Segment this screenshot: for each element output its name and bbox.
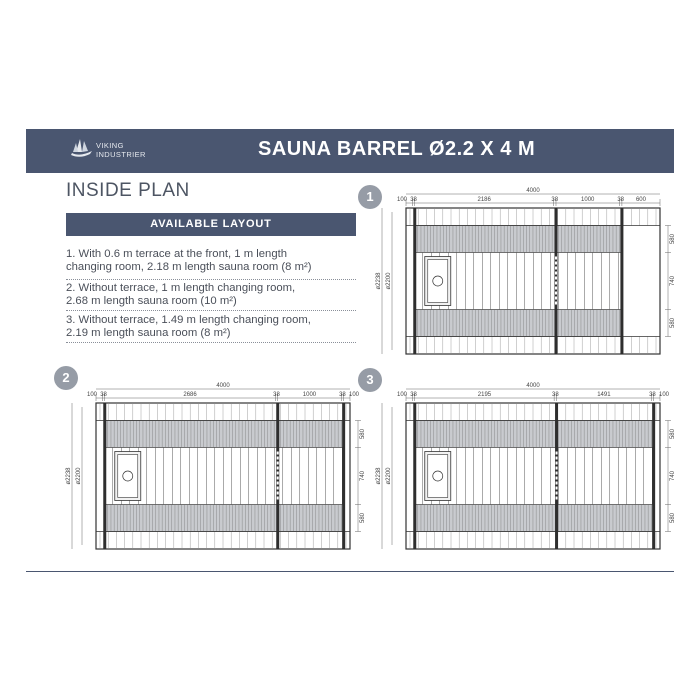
bench-top xyxy=(415,421,654,448)
chimney-icon xyxy=(433,276,443,286)
option-2-line-2: 2.68 m length sauna room (10 m²) xyxy=(66,295,237,307)
height-label: 580 xyxy=(670,234,676,245)
brand-name xyxy=(96,141,176,159)
height-label: 580 xyxy=(360,429,366,440)
layout-option-1 xyxy=(66,248,358,274)
footer-rule xyxy=(26,571,674,572)
segment-length-label: 1000 xyxy=(302,392,317,398)
total-length-label: 4000 xyxy=(526,188,540,194)
partition-wall xyxy=(555,403,558,549)
header-bar xyxy=(26,129,674,173)
segment-length-label: 38 xyxy=(552,392,559,398)
partition-wall xyxy=(554,208,557,354)
segment-length-label: 38 xyxy=(410,197,417,203)
plan-3-badge: 3 xyxy=(358,368,382,392)
available-layout-bar: AVAILABLE LAYOUT xyxy=(66,213,356,236)
section-title: INSIDE PLAN xyxy=(66,180,190,201)
chimney-icon xyxy=(123,471,133,481)
layout-option-2 xyxy=(66,282,358,308)
divider xyxy=(66,310,356,311)
inner-diameter-label: ø2200 xyxy=(386,467,392,485)
segment-length-label: 2186 xyxy=(477,197,491,203)
option-1-line-2: changing room, 2.18 m length sauna room (8 m²) xyxy=(66,261,312,273)
partition-wall xyxy=(413,403,416,549)
segment-length-label: 100 xyxy=(658,392,670,398)
segment-length-label: 2195 xyxy=(477,392,492,398)
bench-bottom xyxy=(105,504,344,531)
segment-length-label: 38 xyxy=(649,392,656,398)
height-label: 580 xyxy=(360,512,366,523)
inner-diameter-label: ø2200 xyxy=(76,467,82,485)
partition-wall xyxy=(620,208,623,354)
outer-diameter-label: ø2238 xyxy=(66,467,72,485)
option-2-line-1: 2. Without terrace, 1 m length changing room, xyxy=(66,282,296,294)
plan-drawing xyxy=(370,186,676,358)
segment-length-label: 100 xyxy=(396,197,408,203)
segment-length-label: 1491 xyxy=(597,392,611,398)
outer-diameter-label: ø2238 xyxy=(376,467,382,485)
chimney-icon xyxy=(433,471,443,481)
plan-drawing xyxy=(370,381,676,553)
brand-line-2: INDUSTRIER xyxy=(96,150,146,159)
inner-diameter-label: ø2200 xyxy=(386,272,392,290)
segment-length-label: 38 xyxy=(100,392,107,398)
partition-wall xyxy=(276,403,279,549)
bench-bottom xyxy=(415,309,622,336)
segment-length-label: 600 xyxy=(635,197,646,203)
height-label: 580 xyxy=(670,512,676,523)
segment-length-label: 2686 xyxy=(183,392,197,398)
layout-option-3 xyxy=(66,314,358,340)
partition-wall xyxy=(652,403,655,549)
height-label: 580 xyxy=(670,317,676,328)
bench-top xyxy=(105,421,344,448)
segment-length-label: 38 xyxy=(410,392,417,398)
segment-length-label: 38 xyxy=(273,392,280,398)
divider xyxy=(66,342,356,343)
total-length-label: 4000 xyxy=(216,383,230,389)
partition-wall xyxy=(342,403,345,549)
outer-diameter-label: ø2238 xyxy=(376,272,382,290)
bench-bottom xyxy=(415,504,654,531)
page-title: SAUNA BARREL Ø2.2 X 4 M xyxy=(258,138,536,160)
viking-ship-icon xyxy=(70,137,94,159)
option-3-line-2: 2.19 m length sauna room (8 m²) xyxy=(66,327,231,339)
segment-length-label: 38 xyxy=(617,197,625,203)
option-1-line-1: 1. With 0.6 m terrace at the front, 1 m length xyxy=(66,248,288,260)
height-label: 740 xyxy=(360,470,366,482)
height-label: 740 xyxy=(670,275,676,287)
segment-length-label: 100 xyxy=(86,392,98,398)
partition-wall xyxy=(413,208,416,354)
divider xyxy=(66,279,356,280)
height-label: 740 xyxy=(670,470,676,482)
bench-top xyxy=(415,226,622,253)
plan-2-badge: 2 xyxy=(54,366,78,390)
partition-wall xyxy=(103,403,106,549)
plan-drawing xyxy=(60,381,366,553)
option-3-line-1: 3. Without terrace, 1.49 m length changing room, xyxy=(66,314,311,326)
segment-length-label: 38 xyxy=(551,197,559,203)
segment-length-label: 38 xyxy=(339,392,346,398)
segment-length-label: 100 xyxy=(348,392,360,398)
brand-logo xyxy=(70,137,180,165)
segment-length-label: 100 xyxy=(396,392,408,398)
plan-1-badge: 1 xyxy=(358,185,382,209)
brand-line-1: VIKING xyxy=(96,141,124,150)
segment-length-label: 1000 xyxy=(581,197,595,203)
height-label: 580 xyxy=(670,429,676,440)
total-length-label: 4000 xyxy=(526,383,540,389)
